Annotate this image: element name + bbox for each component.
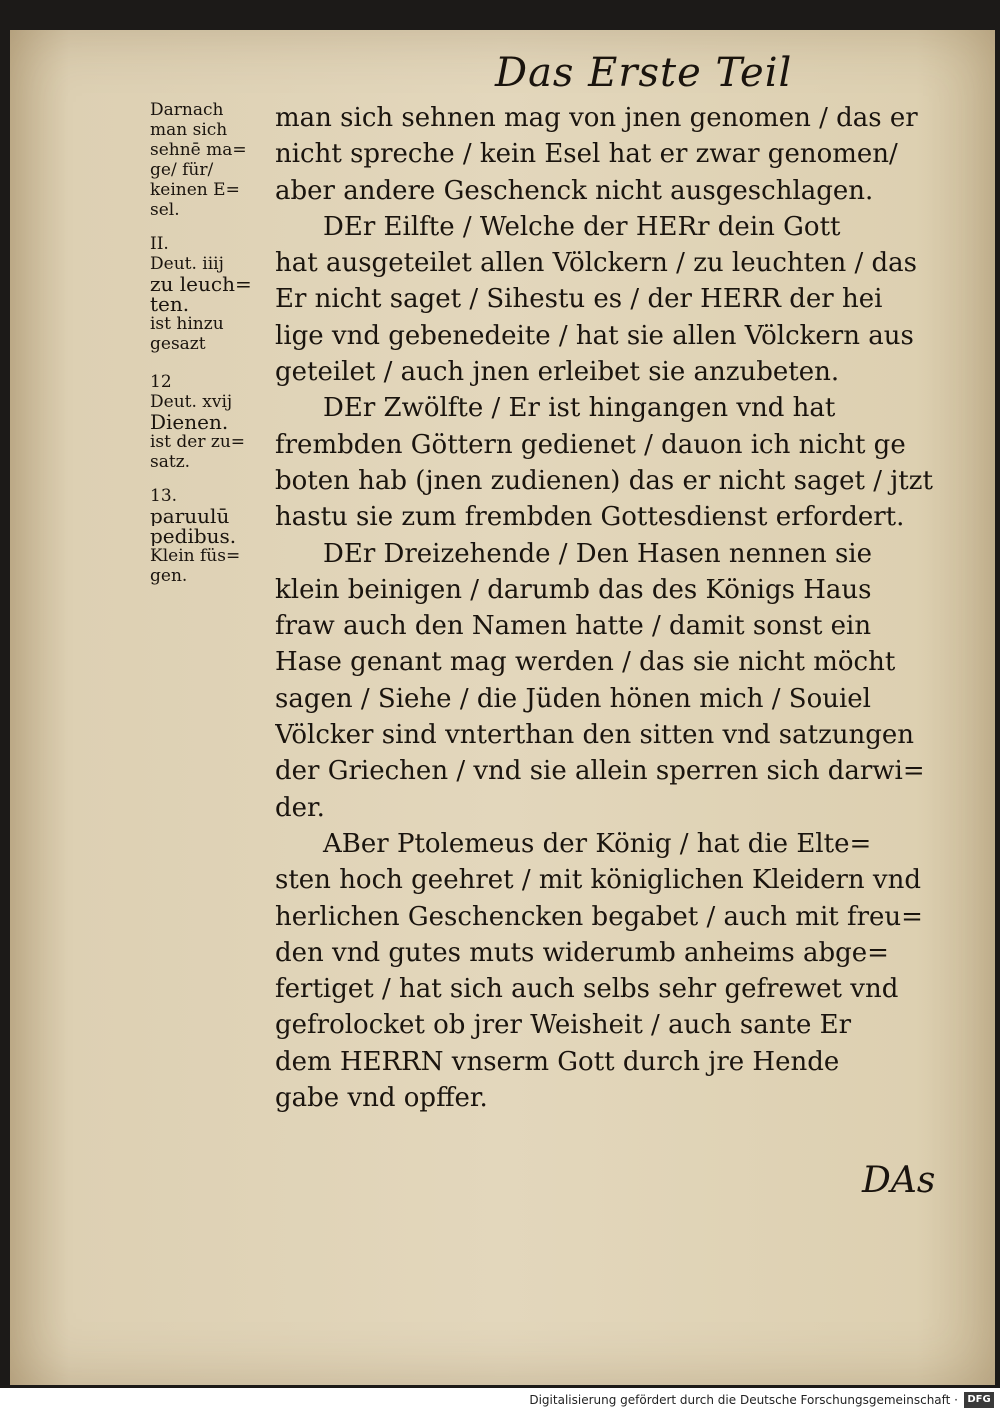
text-line: sagen / Siehe / die Jüden hönen mich / Souiel	[275, 683, 871, 714]
text-line: frembden Göttern gedienet / dauon ich nicht ge	[275, 429, 906, 460]
text-line: aber andere Geschenck nicht ausgeschlagen.	[275, 175, 874, 206]
margin-note-line: Klein füs=	[150, 546, 241, 566]
margin-note-line: gen.	[150, 566, 188, 586]
text-line: hastu sie zum frembden Gottesdienst erfordert.	[275, 502, 905, 533]
body-text	[275, 100, 965, 1116]
text-line: Hase genant mag werden / das sie nicht möcht	[275, 647, 896, 678]
margin-note-line: Dienen.	[150, 412, 229, 432]
margin-note-line: 13.	[150, 486, 178, 506]
text-line: ABer Ptolemeus der König / hat die Elte=	[323, 828, 872, 859]
text-line: man sich sehnen mag von jnen genomen / das er	[275, 103, 918, 133]
margin-note-line: keinen E=	[150, 180, 240, 200]
text-line: fertiget / hat sich auch selbs sehr gefrewet vnd	[275, 974, 899, 1005]
margin-note-line: satz.	[150, 452, 191, 472]
footer-credit: Digitalisierung gefördert durch die Deutsche Forschungsgemeinschaft ·	[529, 1393, 958, 1407]
text-line: fraw auch den Namen hatte / damit sonst ein	[275, 611, 872, 642]
margin-note-line: ist der zu=	[150, 432, 246, 452]
margin-note-line: ge/ für/	[150, 160, 214, 180]
margin-note-line: Deut. iiij	[150, 254, 224, 274]
text-line: der.	[275, 792, 325, 823]
text-line: lige vnd gebenedeite / hat sie allen Völckern aus	[275, 320, 914, 351]
margin-note-line: ten.	[150, 294, 190, 314]
text-line: DEr Dreizehende / Den Hasen nennen sie	[323, 538, 872, 569]
text-line: nicht spreche / kein Esel hat er zwar genomen/	[275, 139, 898, 170]
margin-note-line: sel.	[150, 200, 180, 220]
margin-note-line: ist hinzu	[150, 314, 224, 334]
margin-note-line: sehnē ma=	[150, 140, 247, 160]
margin-note-line: paruulū	[150, 506, 230, 526]
text-line: Völcker sind vnterthan den sitten vnd satzungen	[275, 720, 915, 751]
text-line: den vnd gutes muts widerumb anheims abge=	[275, 937, 889, 968]
text-line: klein beinigen / darumb das des Königs Haus	[275, 574, 872, 605]
text-line: der Griechen / vnd sie allein sperren sich darwi=	[275, 756, 925, 787]
text-line: sten hoch geehret / mit königlichen Kleidern vnd	[275, 865, 921, 896]
margin-note-line: zu leuch=	[150, 274, 252, 294]
margin-notes	[150, 100, 270, 586]
margin-note-line: II.	[150, 234, 169, 254]
margin-note-line: Deut. xvij	[150, 392, 233, 412]
margin-note-line: man sich	[150, 120, 228, 140]
text-line: boten hab (jnen zudienen) das er nicht saget / jtzt	[275, 465, 933, 496]
text-line: gefrolocket ob jrer Weisheit / auch sante Er	[275, 1010, 851, 1041]
text-line: gabe vnd opffer.	[275, 1083, 488, 1114]
running-header: Das Erste Teil	[495, 50, 793, 96]
text-line: geteilet / auch jnen erleibet sie anzubeten.	[275, 357, 840, 388]
dfg-logo-icon: DFG	[964, 1392, 994, 1408]
text-line: Er nicht saget / Sihestu es / der HERR der hei	[275, 284, 883, 315]
text-line: DEr Eilfte / Welche der HERr dein Gott	[323, 211, 841, 242]
text-line: DEr Zwölfte / Er ist hingangen vnd hat	[323, 393, 836, 424]
catchword: DAs	[862, 1160, 936, 1201]
text-line: dem HERRN vnserm Gott durch jre Hende	[275, 1046, 840, 1077]
margin-note-line: gesazt	[150, 334, 206, 354]
text-line: hat ausgeteilet allen Völckern / zu leuchten / das	[275, 248, 918, 279]
margin-note-line: 12	[150, 372, 172, 392]
text-line: herlichen Geschencken begabet / auch mit freu=	[275, 901, 923, 932]
margin-note-line: Darnach	[150, 100, 224, 120]
margin-note-line: pedibus.	[150, 526, 237, 546]
